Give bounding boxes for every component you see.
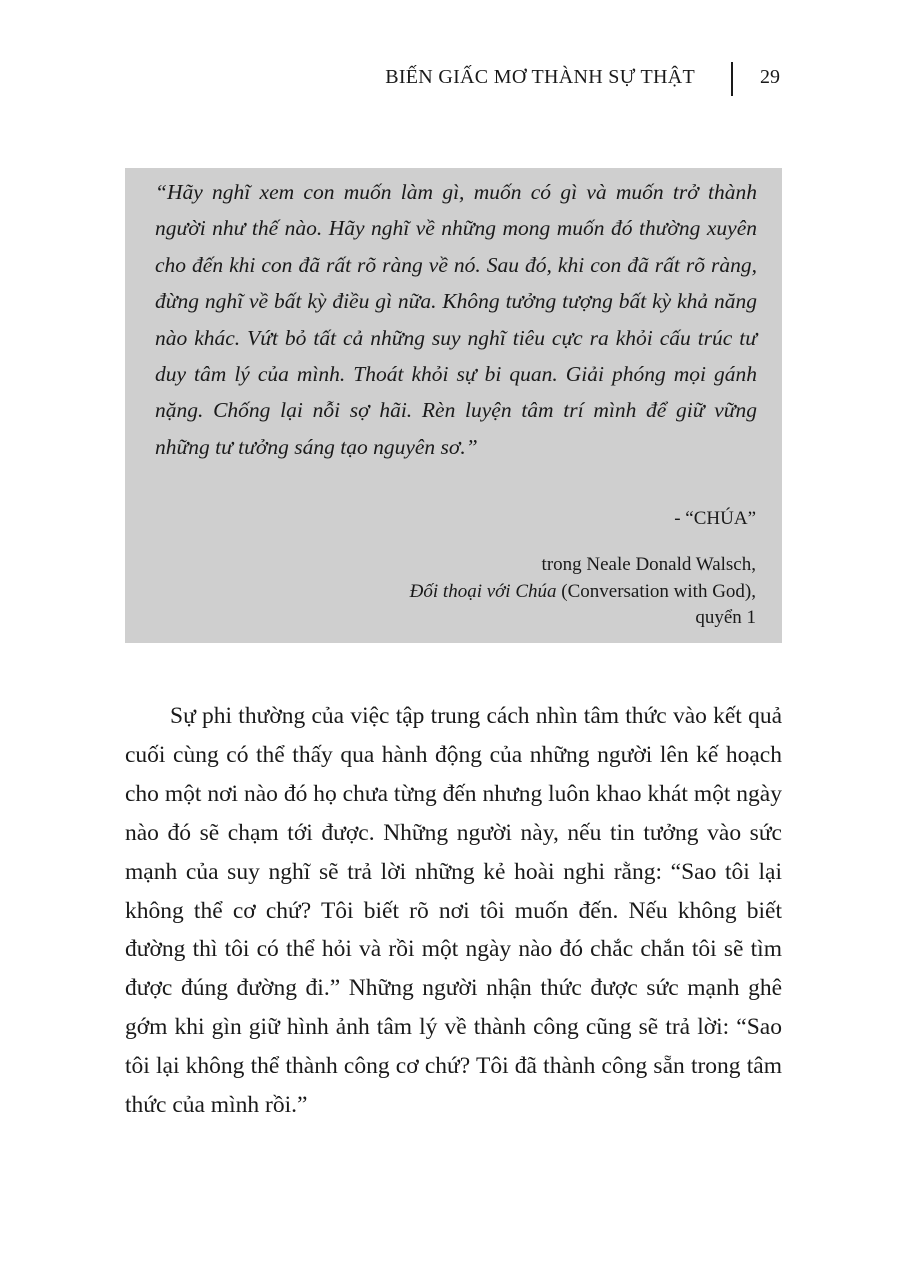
source-volume: quyển 1 bbox=[695, 607, 756, 628]
running-header bbox=[0, 66, 910, 96]
epigraph-box bbox=[125, 168, 782, 643]
header-divider bbox=[731, 62, 733, 96]
source-book-title: Đối thoại với Chúa bbox=[409, 580, 557, 602]
source-book-line bbox=[410, 579, 756, 606]
running-title: BIẾN GIẤC MƠ THÀNH SỰ THẬT bbox=[385, 66, 695, 88]
source-author-line: trong Neale Donald Walsch, bbox=[541, 554, 756, 575]
epigraph-source bbox=[410, 552, 756, 632]
epigraph-quote: “Hãy nghĩ xem con muốn làm gì, muốn có gì và muốn trở thành người như thế nào. Hãy nghĩ về những mong muốn đó thường xuyên cho đến khi con đã rất rõ ràng về nó. Sau đó, khi con đã rất rõ ràng, đừng nghĩ về bất kỳ điều gì nữa. Không tưởng tượng bất kỳ khả năng nào khác. Vứt bỏ tất cả những suy nghĩ tiêu cực ra khỏi cấu trúc tư duy tâm lý của mình. Thoát khỏi sự bi quan. Giải phóng mọi gánh nặng. Chống lại nỗi sợ hãi. Rèn luyện tâm trí mình để giữ vững những tư tưởng sáng tạo nguyên sơ.” bbox=[155, 180, 757, 459]
epigraph-attribution: - “CHÚA” bbox=[674, 508, 756, 529]
source-book-subtitle: (Conversation with God), bbox=[556, 580, 756, 602]
page-number: 29 bbox=[760, 66, 780, 88]
body-paragraph: Sự phi thường của việc tập trung cách nhìn tâm thức vào kết quả cuối cùng có thể thấy qua hành động của những người lên kế hoạch cho một nơi nào đó họ chưa từng đến nhưng luôn khao khát một ngày nào đó sẽ chạm tới được. Những người này, nếu tin tưởng vào sức mạnh của suy nghĩ sẽ trả lời những kẻ hoài nghi rằng: “Sao tôi lại không thể cơ chứ? Tôi biết rõ nơi tôi muốn đến. Nếu không biết đường thì tôi có thể hỏi và rồi một ngày nào đó chắc chắn tôi sẽ tìm được đúng đường đi.” Những người nhận thức được sức mạnh ghê gớm khi gìn giữ hình ảnh tâm lý về thành công cũng sẽ trả lời: “Sao tôi lại không thể thành công cơ chứ? Tôi đã thành công sẵn trong tâm thức của mình rồi.” bbox=[125, 703, 782, 1119]
